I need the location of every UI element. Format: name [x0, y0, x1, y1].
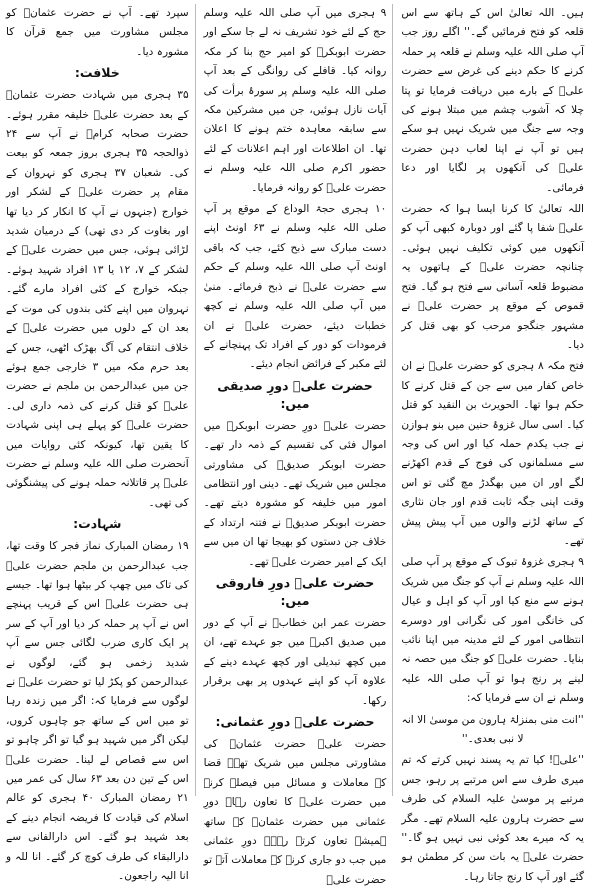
section-heading: حضرت علیؓ دورِ فاروقی میں:	[215, 574, 375, 608]
paragraph: ہیں۔ اللہ تعالیٰ اس کے ہاتھ سے اس قلعہ کو فتح فرمائیں گے۔'' اگلے روز جب آپ صلی اللہ علیہ وسلم نے قلعہ پر حملہ کرنے کا حکم دینے کی غرض سے حضرت علیؓ کے بارے میں دریافت فرمایا تو پتا چلا کہ آشوب چشم میں مبتلا ہونے کی وجہ سے جنگ میں شریک نہیں ہو سکے ہیں تو آپ نے اپنا لعاب دہن حضرت علیؓ کی آنکھوں پر لگایا اور دعا فرمائی۔	[401, 7, 584, 194]
paragraph: حضرت علیؓ حضرت عثمانؓ کی مشاورتی مجلس میں شریک تھے۔ قضا کے معاملات و مسائل میں فیصلہ کرنے میں حضرت علیؓ کا تعاون رہا۔ دورِ عثمانی میں حضرت عثمانؓ کے ساتھ ہمیشہ تعاون کرتے رہے۔ دورِ عثمانی میں جب دو جاری کرنے کے معاملات آتے تو حضرت علیؓ	[203, 738, 387, 886]
paragraph: حضرت عمر ابن خطابؓ نے آپ کے دور میں صدیق اکبرؓ میں جو عہدے تھے، ان میں کچھ تبدیلی اور کچھ عہدے دینے کے علاوہ آپ کو اپنے عہدوں پر بھی برقرار رکھا۔	[203, 616, 387, 707]
column-right	[401, 4, 584, 883]
paragraph: ۱۰ ہجری حجۃ الوداع کے موقع پر آپ صلی اللہ علیہ وسلم نے ۶۳ اونٹ اپنے دست مبارک سے ذبح کئے، جب کہ باقی اونٹ آپ صلی اللہ علیہ وسلم کے حکم سے حضرت علیؓ نے ذبح فرمائے۔ منیٰ میں آپ صلی اللہ علیہ وسلم نے کچھ خطبات دیئے، حضرت علیؓ نے ان فرمودات کو دور کے افراد تک پہنچانے کے لئے مکبر کے فرائض انجام دیئے۔	[203, 203, 387, 371]
paragraph: فتح مکہ ۸ ہجری کو حضرت علیؓ نے ان خاص کفار میں سے جن کے قتل کرنے کا حکم ہوا تھا۔ الحویرث بن النقید کو قتل کیا۔ اسی سال غزوۂ حنین میں بنو ہوازن نے جب یکدم حملہ کیا اور اس کی وجہ سے مسلمانوں کی فوج کے قدم اکھڑنے لگے اور ان میں بھگدڑ مچ گئی تو اس وقت اپنی جگہ ثابت قدم اور جان نثاری کے ساتھ لڑنے والوں میں آپ پیش پیش تھے۔	[401, 360, 584, 547]
paragraph: ۳۵ ہجری میں شہادت حضرت عثمانؓ کے بعد حضرت علیؓ خلیفہ مقرر ہوئے۔ حضرت صحابہ کرامؓ نے آپ سے ۲۴ ذوالحجہ ۳۵ ہجری بروز جمعہ کو بیعت کی۔ شعبان ۳۷ ہجری کو نہروان کے مقام پر حضرت علیؓ کے لشکر اور خوارج (جنہوں نے آپ کا انکار کر دیا تھا اور بغاوت کر دی تھی) کے درمیان شدید لڑائی ہوئی، جس میں حضرت علیؓ کے لشکر کے ۷، ۱۲ یا ۱۳ افراد شہید ہوئے۔ جبکہ خوارج کے کئی افراد مارے گئے۔ نہروان میں اپنے کئی بندوں کی موت کے بعد ان کے دلوں میں حضرت علیؓ کے خلاف انتقام کی آگ بھڑک اٹھی، جس کے بعد حرم مکہ میں ۳ خارجی جمع ہوئے جن میں عبدالرحمن بن ملجم نے حضرت علیؓ کو قتل کرنے کی ذمہ داری لی۔ حضرت علیؓ کو پہلے ہی اپنی شہادت کا یقین تھا، کیونکہ کئی روایات میں آنحضرت صلی اللہ علیہ وسلم نے حضرت علیؓ پر قاتلانہ حملہ ہونے کی پیشنگوئی کی تھی۔	[5, 89, 189, 509]
section-heading: حضرت علیؓ دورِ صدیقی میں:	[217, 377, 373, 411]
section-heading: حضرت علیؓ دورِ عثمانی:	[215, 714, 375, 729]
section-heading: شہادت:	[73, 516, 122, 532]
paragraph: ۹ ہجری غزوۂ تبوک کے موقع پر آپ صلی اللہ علیہ وسلم نے آپ کو جنگ میں شریک ہونے سے منع کیا اور آپ کو اہل و عیال کی خانگی امور کی نگرانی اور دوسرے انتظامی امور کے لئے مدینہ میں اپنا نائب بنایا۔ حضرت علیؓ کو جنگ میں حصہ نہ لینے پر رنج ہوا تو آپ صلی اللہ علیہ وسلم نے ان سے فرمایا کہ:	[401, 556, 584, 705]
paragraph: ۹ ہجری میں آپ صلی اللہ علیہ وسلم حج کے لئے خود تشریف نہ لے جا سکے اور حضرت ابوبکرؓ کو امیر حج بنا کر مکہ روانہ کیا۔ قافلے کی روانگی کے بعد آپ صلی اللہ علیہ وسلم پر سورۂ برأت کی آیات نازل ہوئیں، جن میں مشرکین مکہ سے سابقہ معاہدہ ختم ہونے کا اعلان تھا۔ ان اطلاعات اور اہم اعلانات کے لئے حضور اکرم صلی اللہ علیہ وسلم نے حضرت علیؓ کو روانہ فرمایا۔	[203, 7, 387, 194]
paragraph: سپرد تھے۔ آپ نے حضرت عثمانؓ کو مجلس مشاورت میں جمع قرآن کا مشورہ دیا۔	[5, 7, 189, 58]
arabic-quote: ''انت منی بمنزلۃ ہارون من موسیٰ الا انہ لا نبی بعدی۔''	[401, 713, 584, 746]
paragraph: اللہ تعالیٰ کا کرنا ایسا ہوا کہ حضرت علیؓ شفا پا گئے اور دوبارہ کبھی آپ کو آنکھوں میں کوئی تکلیف نہیں ہوئی۔ چنانچہ حضرت علیؓ کے ہاتھوں یہ مضبوط قلعہ آسانی سے فتح ہو گیا۔ فتح قموص کے موقع پر حضرت علیؓ نے مشہور جنگجو مرحب کو بھی قتل کر دیا۔	[401, 203, 584, 351]
paragraph: ''علیؓ! کیا تم یہ پسند نہیں کرتے کہ تم میری طرف سے اس مرتبے پر رہو، جس مرتبے پر موسیٰ علیہ السلام کی طرف سے حضرت ہارون علیہ السلام تھے۔ مگر یہ کہ میرے بعد کوئی نبی نہیں ہو گا۔'' حضرت علیؓ یہ بات سن کر مطمئن ہو گئے اور آپ کا رنج جاتا رہا۔	[401, 754, 584, 883]
paragraph: حضرت علیؓ دورِ حضرت ابوبکرؓ میں اموال فئی کی تقسیم کے ذمہ دار تھے۔ حضرت ابوبکر صدیقؓ کی مشاورتی مجلس میں شریک تھے۔ دینی اور انتظامی امور میں خلیفہ کو مشورہ دیتے تھے۔ حضرت ابوبکر صدیقؓ نے فتنہ ارتداد کے خلاف جن دستوں کو بھیجا تھا ان میں سے ایک کے امیر حضرت علیؓ تھے۔	[203, 419, 387, 568]
column-middle	[203, 4, 394, 886]
paragraph: ۱۹ رمضان المبارک نماز فجر کا وقت تھا، جب عبدالرحمن بن ملجم حضرت علیؓ کی تاک میں چھپ کر بیٹھا ہوا تھا۔ جیسے ہی حضرت علیؓ اس کے قریب پہنچے اس نے آپ پر حملہ کر دیا اور آپ کے سر پر ایک کاری ضرب لگائی جس سے آپ شدید زخمی ہو گئے، لوگوں نے عبدالرحمن کو پکڑ لیا تو حضرت علیؓ نے لوگوں سے فرمایا کہ: اگر میں زندہ رہا تو میں اس کے ساتھ جو چاہوں کروں، لیکن اگر میں شہید ہو گیا تو اگر چاہو تو اس سے قصاص لے لینا۔ حضرت علیؓ اس کے تین دن بعد ۶۳ سال کی عمر میں ۲۱ رمضان المبارک ۴۰ ہجری کو عالم اسلام کی قیادت کا فریضہ انجام دینے کے بعد شہید ہو گئے۔ اس دارالفانی سے دارالبقاء کی طرف کوچ کر گئے۔ انا للہ و انا الیہ راجعون۔	[5, 540, 189, 883]
column-left	[5, 4, 196, 883]
section-heading: خلافت:	[74, 65, 120, 81]
